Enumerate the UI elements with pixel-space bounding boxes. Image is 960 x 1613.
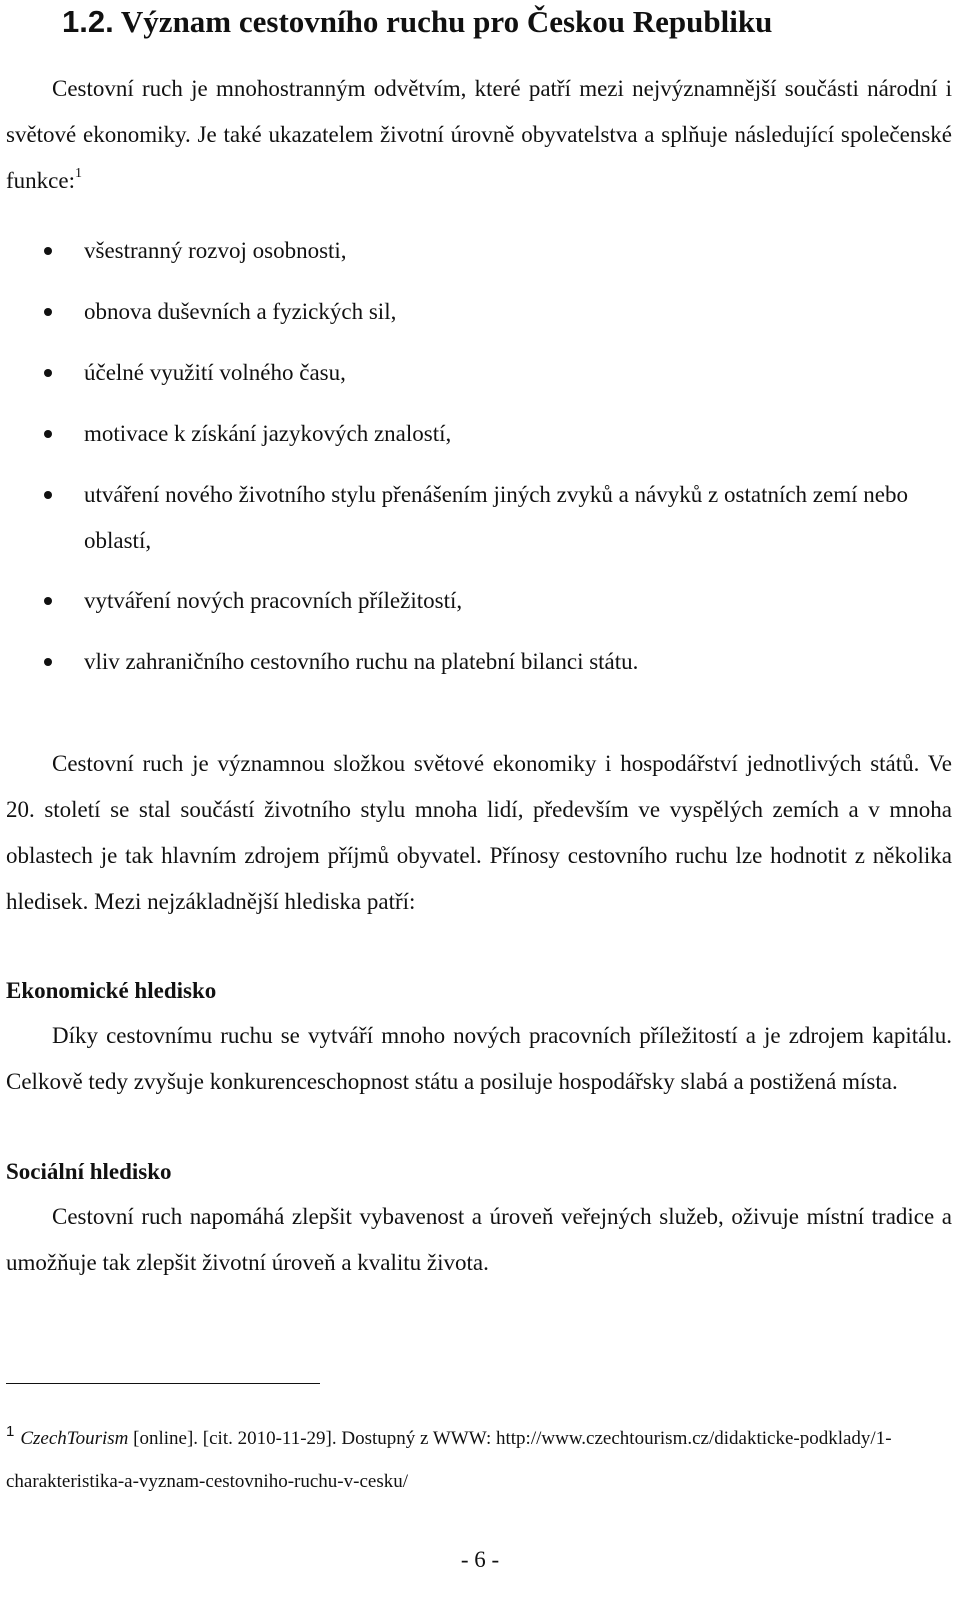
list-item-text: motivace k získání jazykových znalostí, [84,421,452,446]
footnote-reference: 1 [74,166,82,182]
section-heading [62,2,772,42]
bullet-icon [44,369,52,377]
list-item-text: všestranný rozvoj osobnosti, [84,238,347,263]
economic-heading: Ekonomické hledisko [6,978,217,1003]
social-paragraph: Cestovní ruch napomáhá zlepšit vybavenost a úroveň veřejných služeb, oživuje místní tradice a umožňuje tak zlepšit životní úroveň a kvalitu života. [6,1204,952,1275]
page-number: - 6 - [460,1547,500,1572]
list-item-text: obnova duševních a fyzických sil, [84,299,397,324]
bullet-icon [44,247,52,255]
list-item-text: vliv zahraničního cestovního ruchu na platební bilanci státu. [84,649,639,674]
list-item-text: účelné využití volného času, [84,360,346,385]
bullet-icon [44,491,52,499]
list-item-text: vytváření nových pracovních příležitostí, [84,588,463,613]
section-number: 1.2. [62,4,114,39]
body-paragraph: Cestovní ruch je významnou složkou světové ekonomiky i hospodářství jednotlivých států. Ve 20. století se stal součástí životního stylu mnoha lidí, především ve vyspělých zemích a v mnoha oblastech je tak hlavním zdrojem příjmů obyvatel. Přínosy cestovního ruchu lze hodnotit z několika hledisek. Mezi nejzákladnější hlediska patří: [6,751,952,914]
list-item-text: utváření nového životního stylu přenášením jiných zvyků a návyků z ostatních zemí nebo oblastí, [84,482,908,553]
footnote-source: CzechTourism [20,1428,129,1449]
bullet-icon [44,430,52,438]
economic-paragraph: Díky cestovnímu ruchu se vytváří mnoho nových pracovních příležitostí a je zdrojem kapitálu. Celkově tedy zvyšuje konkurenceschopnost státu a posiluje hospodářsky slabá a postižená místa. [6,1023,952,1094]
bullet-icon [44,308,52,316]
footnote-text: [online]. [cit. 2010-11-29]. Dostupný z WWW: http://www.czechtourism.cz/didakticke-podklady/1-charakteristika-a-vyznam-cestovniho-ruchu-v-cesku/ [6,1428,892,1492]
intro-paragraph [6,66,952,204]
footnote-mark: 1 [6,1423,15,1440]
footnote-separator [6,1383,320,1384]
intro-text: Cestovní ruch je mnohostranným odvětvím, které patří mezi nejvýznamnější součásti národní i světové ekonomiky. Je také ukazatelem životní úrovně obyvatelstva a splňuje následující společenské funkce: [6,76,952,193]
social-heading: Sociální hledisko [6,1159,172,1184]
footnote [6,1418,946,1503]
bullet-icon [44,597,52,605]
section-title: Význam cestovního ruchu pro Českou Republiku [120,4,773,39]
bullet-icon [44,658,52,666]
